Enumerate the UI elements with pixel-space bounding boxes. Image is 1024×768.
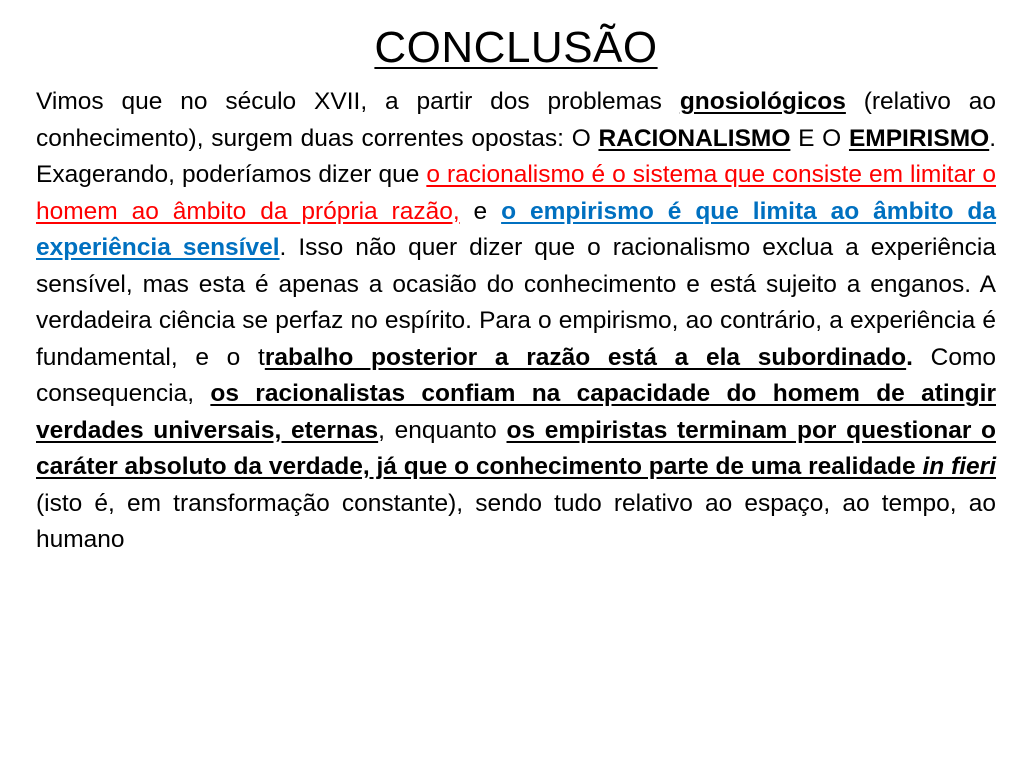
empiristas-phrase: os empiristas terminam por questionar o caráter absoluto da verdade, já que o conhecimento parte de uma realidade: [36, 416, 996, 480]
text-exagerando: . Exagerando, poderíamos dizer que: [36, 124, 996, 188]
text-conjunction: E O: [790, 124, 849, 152]
term-gnosiologicos: gnosiológicos: [679, 88, 846, 115]
conclusion-paragraph: [36, 84, 996, 559]
text-closing: (isto é, em transformação constante), sendo tudo relativo ao espaço, ao tempo, ao humano: [36, 489, 996, 553]
text-enquanto: , enquanto: [378, 416, 507, 444]
term-racionalismo: RACIONALISMO: [598, 124, 791, 152]
text-gnosio-def: (relativo ao conhecimento), surgem duas correntes opostas: O: [36, 88, 996, 152]
in-fieri-term: in fieri: [922, 453, 997, 480]
empirismo-definition: o empirismo é que limita ao âmbito da experiência sensível: [36, 197, 996, 261]
trabalho-posterior-phrase: rabalho posterior a razão está a ela subordinado: [264, 343, 907, 371]
racionalismo-definition: o racionalismo é o sistema que consiste em limitar o homem ao âmbito da própria razão,: [36, 161, 996, 225]
racionalistas-phrase: os racionalistas confiam na capacidade do homem de atingir verdades universais, eternas: [36, 380, 996, 444]
text-consequencia: Como consequencia,: [36, 343, 996, 407]
bold-period: .: [906, 343, 913, 371]
slide-title: CONCLUSÃO: [374, 23, 658, 72]
text-intro: Vimos que no século XVII, a partir dos problemas: [36, 88, 680, 115]
text-e: e: [459, 197, 502, 225]
text-middle: . Isso não quer dizer que o racionalismo exclua a experiência sensível, mas esta é apenas a ocasião do conhecimento e está sujeito a enganos. A verdadeira ciência se perfaz no espírito. Para o empirismo, ao contrário, a experiência é fundamental, e o t: [36, 234, 996, 371]
term-empirismo: EMPIRISMO: [848, 124, 990, 152]
